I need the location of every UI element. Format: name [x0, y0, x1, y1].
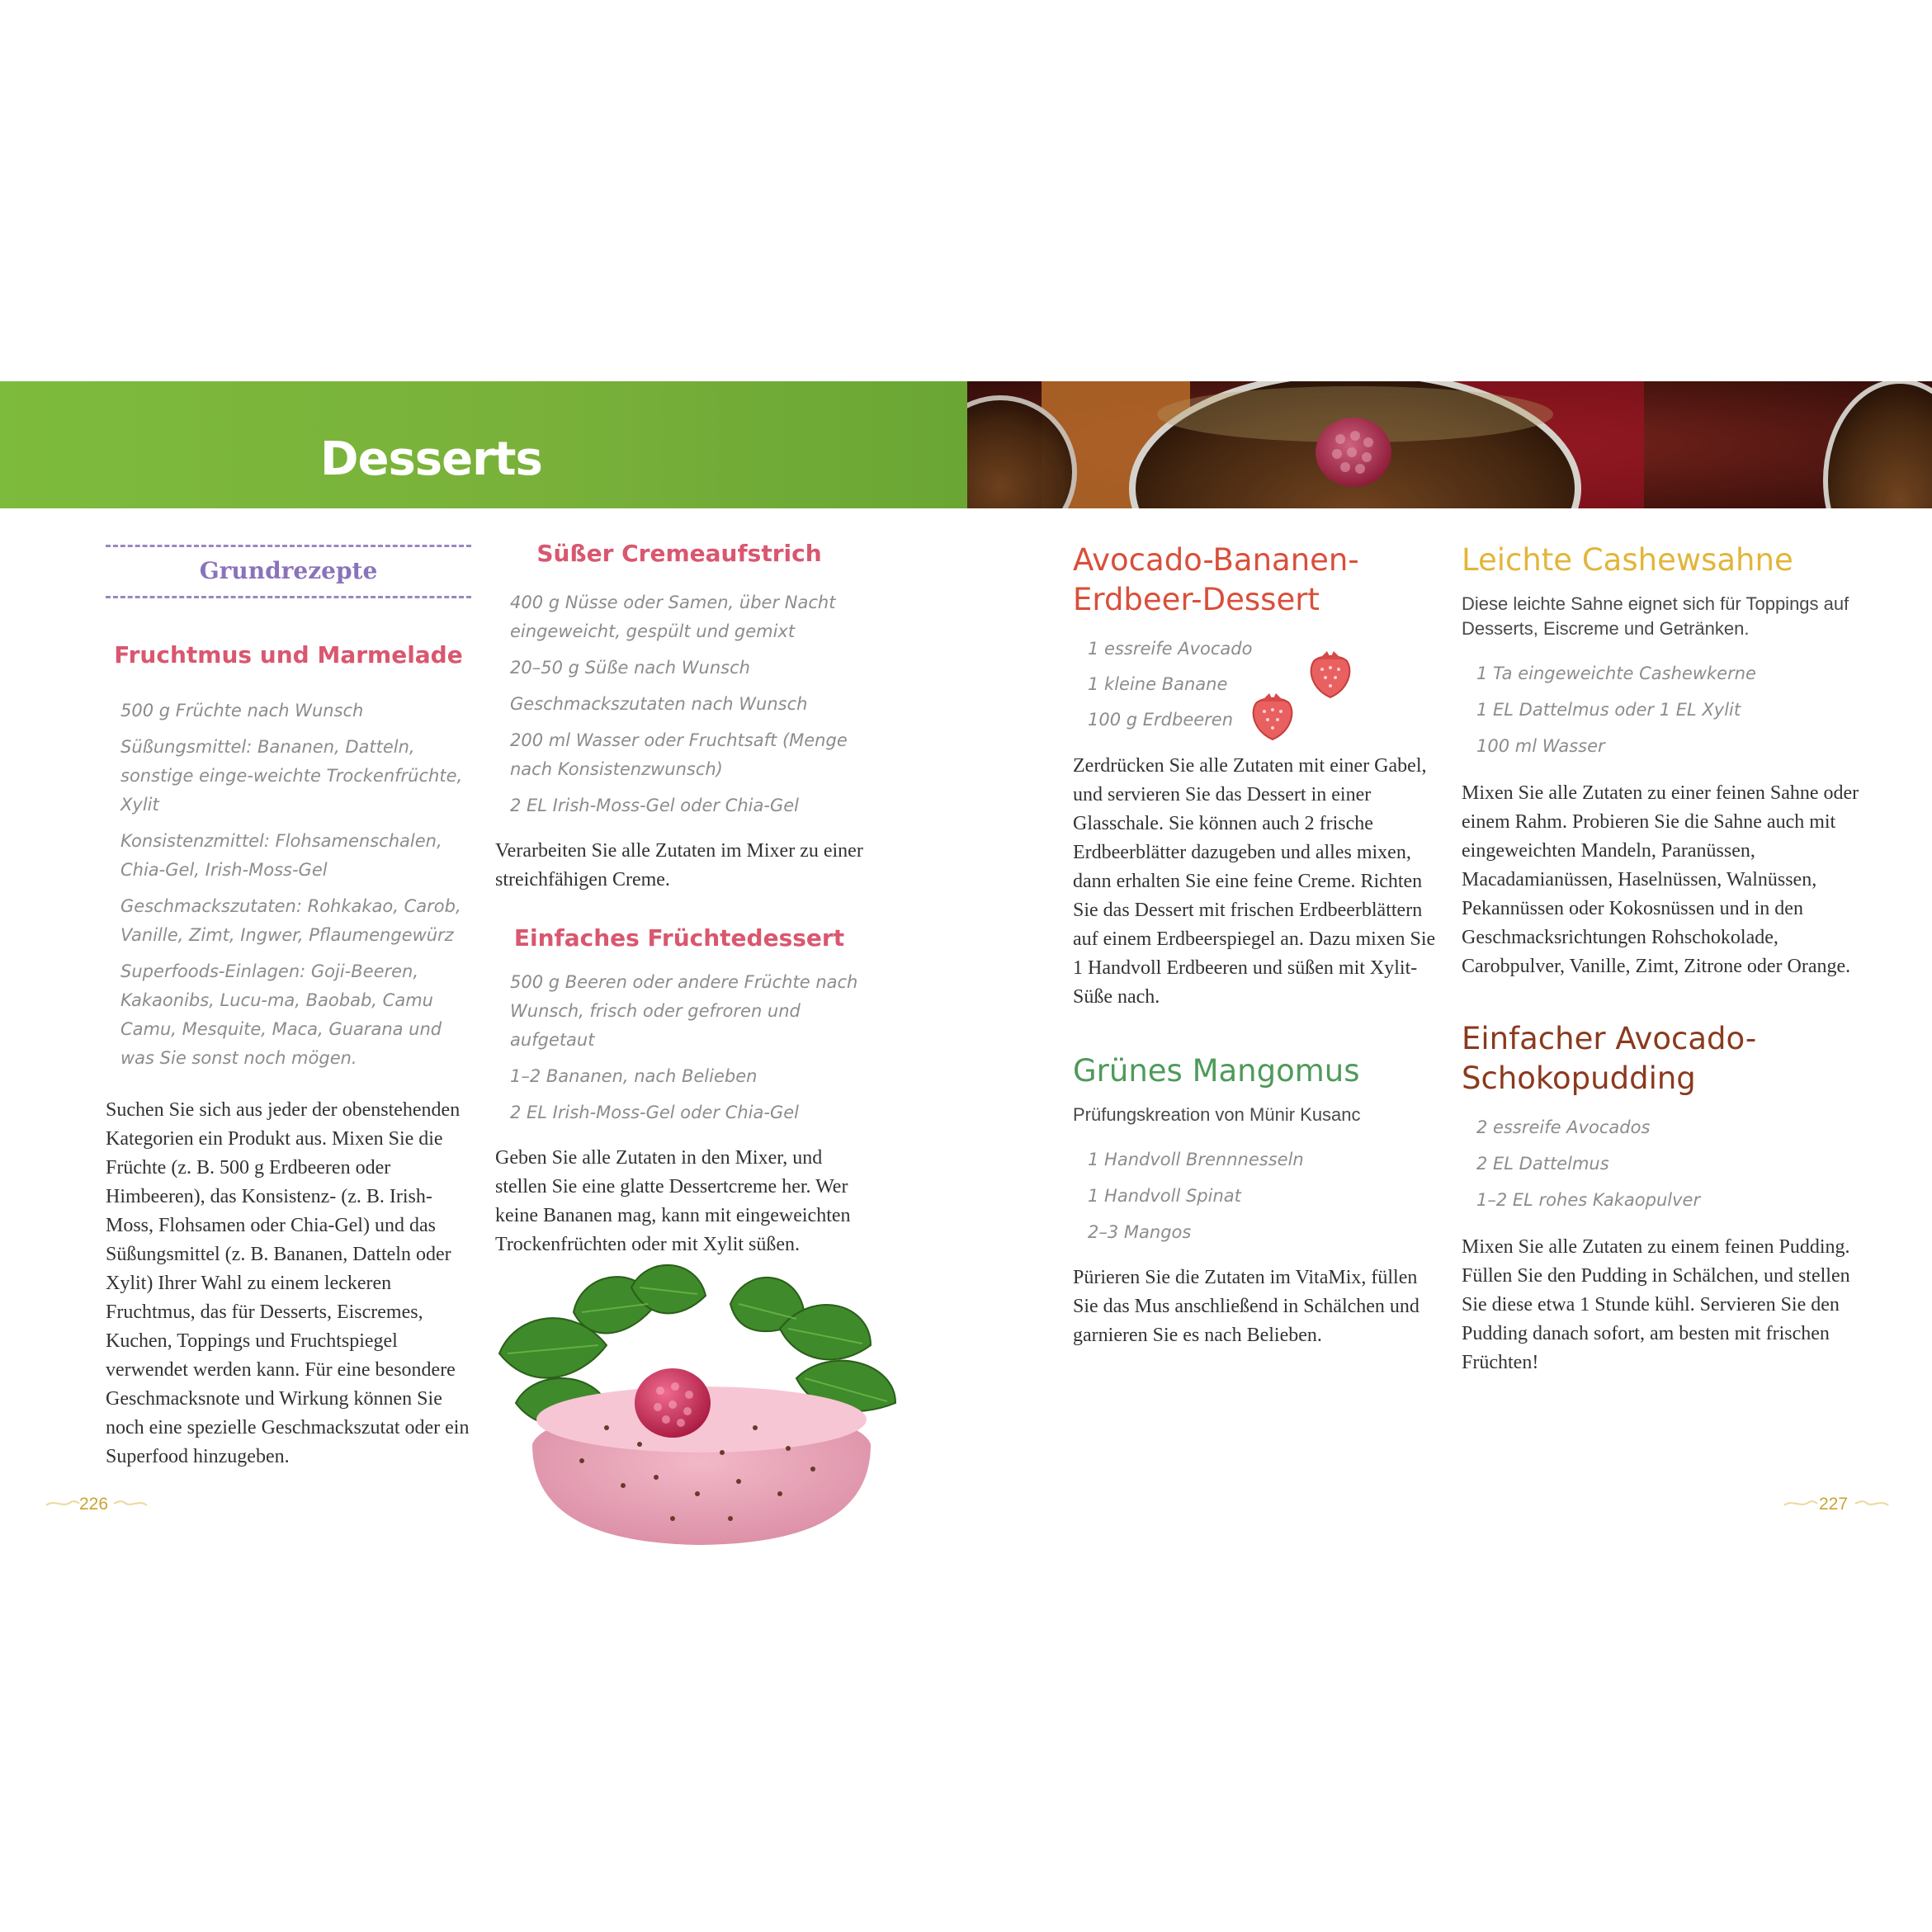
ingredient-item: 1 Ta eingeweichte Cashewkerne	[1476, 664, 1756, 683]
recipe-title-avocado-dessert: Avocado-Bananen-Erdbeer-Dessert	[1073, 542, 1359, 617]
page-ornament-right	[1783, 1499, 1819, 1509]
ingredient-item: 2 EL Irish-Moss-Gel oder Chia-Gel	[510, 796, 799, 815]
section-rule-bottom	[106, 596, 471, 598]
ingredient-item: Süßungsmittel: Bananen, Datteln, sonstige einge-weichte Trockenfrüchte, Xylit	[120, 737, 463, 815]
page-ornament-right-2	[1854, 1499, 1890, 1509]
ingredient-item: 1 Handvoll Brennnesseln	[1088, 1150, 1304, 1169]
ingredient-item: 1 essreife Avocado	[1088, 639, 1253, 659]
strawberry-mousse-image	[483, 1254, 920, 1553]
recipe-title-cashewsahne: Leichte Cashewsahne	[1462, 542, 1793, 578]
method-schokopudding: Mixen Sie alle Zutaten zu einem feinen Pudding. Füllen Sie den Pudding in Schälchen, und stellen Sie diese etwa 1 Stunde kühl. Servieren Sie den Pudding danach sofort, am besten mit frischen Früchten!	[1462, 1236, 1850, 1373]
ingredient-item: 500 g Beeren oder andere Früchte nach Wunsch, frisch oder gefroren und aufgetaut	[510, 972, 858, 1050]
method-fruechtedessert: Geben Sie alle Zutaten in den Mixer, und stellen Sie eine glatte Dessertcreme her. Wer keine Bananen mag, kann mit eingeweichten Trockenfrüchten oder mit Xylit süßen.	[495, 1147, 851, 1255]
strawberry-icon	[1304, 648, 1357, 701]
method-mangomus: Pürieren Sie die Zutaten im VitaMix, füllen Sie das Mus anschließend in Schälchen und garnieren Sie es nach Belieben.	[1073, 1267, 1419, 1346]
ingredient-item: 1 kleine Banane	[1088, 674, 1228, 694]
subtitle-cashewsahne: Diese leichte Sahne eignet sich für Toppings auf Desserts, Eiscreme und Getränken.	[1462, 593, 1849, 639]
recipe-title-fruechtedessert: Einfaches Früchtedessert	[513, 924, 845, 952]
strawberry-mousse-photo	[483, 1254, 920, 1553]
ingredient-item: 100 g Erdbeeren	[1088, 710, 1234, 730]
ingredient-item: 2 EL Irish-Moss-Gel oder Chia-Gel	[510, 1103, 799, 1122]
chapter-title: Desserts	[320, 432, 542, 486]
recipe-title-schokopudding: Einfacher Avocado-Schokopudding	[1462, 1021, 1757, 1096]
method-cashewsahne: Mixen Sie alle Zutaten zu einer feinen Sahne oder einem Rahm. Probieren Sie die Sahne auch mit eingeweichten Mandeln, Paranüssen, Macadamianüssen, Haselnüssen, Walnüssen, Pekannüssen oder Kokosnüssen und in den Geschmacksrichtungen Rohschokolade, Carobpulver, Vanille, Zimt, Zitrone oder Orange.	[1462, 782, 1859, 977]
section-label: Grundrezepte	[199, 557, 378, 584]
ingredient-item: Geschmackszutaten nach Wunsch	[510, 694, 808, 714]
ingredient-item: Geschmackszutaten: Rohkakao, Carob, Vanille, Zimt, Ingwer, Pflaumengewürz	[120, 896, 461, 945]
dessert-cups-image	[967, 381, 1932, 508]
ingredient-item: 100 ml Wasser	[1476, 736, 1605, 756]
ingredient-item: 2 EL Dattelmus	[1476, 1154, 1609, 1174]
ingredient-list-cremeaufstrich	[495, 588, 863, 820]
ingredient-item: 2 essreife Avocados	[1476, 1117, 1651, 1137]
ingredient-item: 200 ml Wasser oder Fruchtsaft (Menge nach Konsistenzwunsch)	[510, 730, 848, 779]
ingredient-item: 1 EL Dattelmus oder 1 EL Xylit	[1476, 700, 1741, 720]
cremeaufstrich-column	[495, 540, 863, 1259]
method-avocado-dessert: Zerdrücken Sie alle Zutaten mit einer Gabel, und servieren Sie das Dessert in einer Glasschale. Sie können auch 2 frische Erdbeerblätter dazugeben und alles mixen, dann erhalten Sie eine feine Creme. Richten Sie das Dessert mit frischen Erdbeerblättern auf einem Erdbeerspiegel an. Dazu mixen Sie 1 Handvoll Erdbeeren und süßen mit Xylit-Süße nach.	[1073, 755, 1436, 1008]
ingredient-item: 1 Handvoll Spinat	[1088, 1186, 1241, 1206]
grundrezepte-column	[106, 545, 471, 1471]
header-photo-desserts	[967, 381, 1932, 508]
recipe-title-mangomus: Grünes Mangomus	[1073, 1053, 1360, 1089]
section-rule-top	[106, 545, 471, 547]
ingredient-list-fruchtmus	[106, 697, 471, 1073]
ingredient-item: 2–3 Mangos	[1088, 1222, 1192, 1242]
ingredient-list-schokopudding	[1462, 1113, 1874, 1215]
recipe-title-cremeaufstrich: Süßer Cremeaufstrich	[536, 540, 822, 567]
ingredient-item: Konsistenzmittel: Flohsamenschalen, Chia-Gel, Irish-Moss-Gel	[120, 831, 442, 880]
subtitle-mangomus: Prüfungskreation von Münir Kusanc	[1073, 1104, 1361, 1125]
ingredient-list-fruechtedessert	[495, 968, 863, 1127]
page-number-left: 226	[79, 1495, 109, 1514]
avocado-column	[1073, 541, 1440, 1350]
ingredient-list-mangomus	[1073, 1146, 1440, 1247]
cashew-column	[1462, 541, 1874, 1377]
ingredient-item: 1–2 Bananen, nach Belieben	[510, 1066, 758, 1086]
page-number-right: 227	[1819, 1495, 1849, 1514]
strawberry-icon	[1246, 690, 1299, 743]
ingredient-list-cashewsahne	[1462, 659, 1874, 761]
recipe-title-fruchtmus: Fruchtmus und Marmelade	[114, 641, 463, 668]
ingredient-item: Superfoods-Einlagen: Goji-Beeren, Kakaonibs, Lucu-ma, Baobab, Camu Camu, Mesquite, Maca, Guarana und was Sie sonst noch mögen.	[120, 961, 442, 1068]
ingredient-item: 400 g Nüsse oder Samen, über Nacht eingeweicht, gespült und gemixt	[510, 593, 836, 641]
page-ornament-left-2	[112, 1499, 149, 1509]
ingredient-item: 1–2 EL rohes Kakaopulver	[1476, 1190, 1701, 1210]
ingredient-item: 20–50 g Süße nach Wunsch	[510, 658, 750, 678]
page-ornament-left	[45, 1499, 81, 1509]
method-cremeaufstrich: Verarbeiten Sie alle Zutaten im Mixer zu einer streichfähigen Creme.	[495, 840, 863, 890]
ingredient-item: 500 g Früchte nach Wunsch	[120, 701, 364, 720]
method-fruchtmus: Suchen Sie sich aus jeder der obenstehenden Kategorien ein Produkt aus. Mixen Sie die Früchte (z. B. 500 g Erdbeeren oder Himbeeren), das Konsistenz- (z. B. Irish-Moss, Flohsamen oder Chia-Gel) und das Süßungsmittel (z. B. Bananen, Datteln oder Xylit) Ihrer Wahl zu einem leckeren Fruchtmus, das für Desserts, Eiscremes, Kuchen, Toppings und Fruchtspiegel verwendet werden kann. Für eine besondere Geschmacksnote und Wirkung können Sie noch eine spezielle Geschmackszutat oder ein Superfood hinzugeben.	[106, 1099, 470, 1467]
